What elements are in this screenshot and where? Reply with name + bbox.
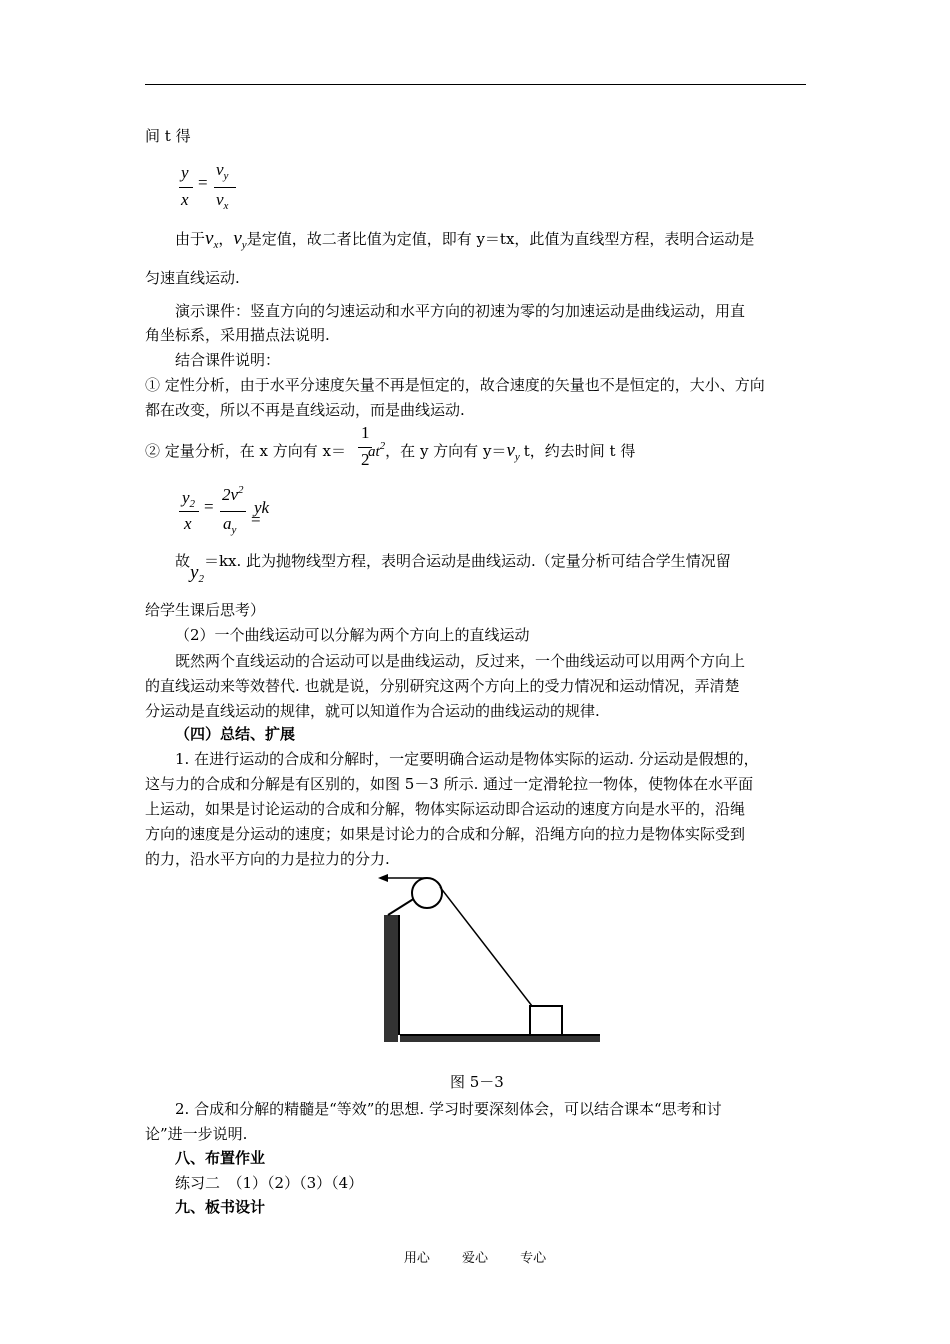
text-line: 上运动，如果是讨论运动的合成和分解，物体实际运动即合运动的速度方向是水平的，沿绳 (145, 800, 746, 818)
text-line: ② 定量分析，在 x 方向有 $x= at^2$，在 y 方向有 $y=v_y$ t，约去时间 t 得 (145, 440, 636, 463)
pulley-diagram (370, 865, 610, 1055)
wall-hatch (384, 915, 398, 1042)
text-line: 论”进一步说明. (145, 1125, 248, 1143)
page-footer: 用心 爱心 专心 (403, 1251, 547, 1266)
block (530, 1006, 562, 1035)
section-heading: 八、布置作业 (175, 1149, 266, 1167)
text-line: 由于$v_x$，$v_y$是定值，故二者比值为定值，即有 y＝tx，此值为直线型方程，表明合运动是 (175, 228, 755, 251)
pulley-wheel (412, 878, 442, 908)
text-line: 给学生课后思考） (145, 601, 266, 619)
text-line: 2. 合成和分解的精髓是“等效”的思想. 学习时要深刻体会，可以结合课本“思考和讨 (175, 1100, 722, 1118)
text-line: 的直线运动来等效替代. 也就是说，分别研究这两个方向上的受力情况和运动情况，弄清楚 (145, 677, 740, 695)
header-rule (145, 84, 806, 85)
text-line: 结合课件说明： (175, 351, 281, 369)
text-line: （2）一个曲线运动可以分解为两个方向上的直线运动 (175, 626, 530, 644)
text-line: 既然两个直线运动的合运动可以是曲线运动，反过来，一个曲线运动可以用两个方向上 (175, 652, 746, 670)
section-heading: （四）总结、扩展 (175, 725, 296, 743)
figure-caption: 图 5－3 (450, 1073, 504, 1091)
text-line: 练习二 （1）（2）（3）（4） (175, 1174, 364, 1192)
text-line: 故$y_2=kx$. 此为抛物线型方程，表明合运动是曲线运动.（定量分析可结合学生情况留 (175, 552, 731, 585)
text-line: ① 定性分析，由于水平分速度矢量不再是恒定的，故合速度的矢量也不是恒定的，大小、方向 (145, 376, 765, 394)
arrow-head (378, 874, 388, 882)
text-line: 都在改变，所以不再是直线运动，而是曲线运动. (145, 401, 465, 419)
pulley-bracket (388, 898, 415, 915)
text-line: 的力，沿水平方向的力是拉力的分力. (145, 850, 390, 868)
ground-hatch (400, 1035, 600, 1042)
text-line: 间 t 得 (145, 127, 191, 145)
text-line: 演示课件：竖直方向的匀速运动和水平方向的初速为零的匀加速运动是曲线运动，用直 (175, 302, 746, 320)
section-heading: 九、板书设计 (175, 1198, 266, 1216)
text-line: 角坐标系，采用描点法说明. (145, 326, 330, 344)
text-line: 方向的速度是分运动的速度；如果是讨论力的合成和分解，沿绳方向的拉力是物体实际受到 (145, 825, 746, 843)
rope-slanted (440, 887, 532, 1006)
text-line: 匀速直线运动. (145, 269, 240, 287)
text-line: 分运动是直线运动的规律，就可以知道作为合运动的曲线运动的规律. (145, 702, 600, 720)
text-line: 1. 在进行运动的合成和分解时，一定要明确合运动是物体实际的运动. 分运动是假想的， (175, 750, 759, 768)
text-line: 这与力的合成和分解是有区别的，如图 5－3 所示. 通过一定滑轮拉一物体，使物体在水平面 (145, 775, 754, 793)
